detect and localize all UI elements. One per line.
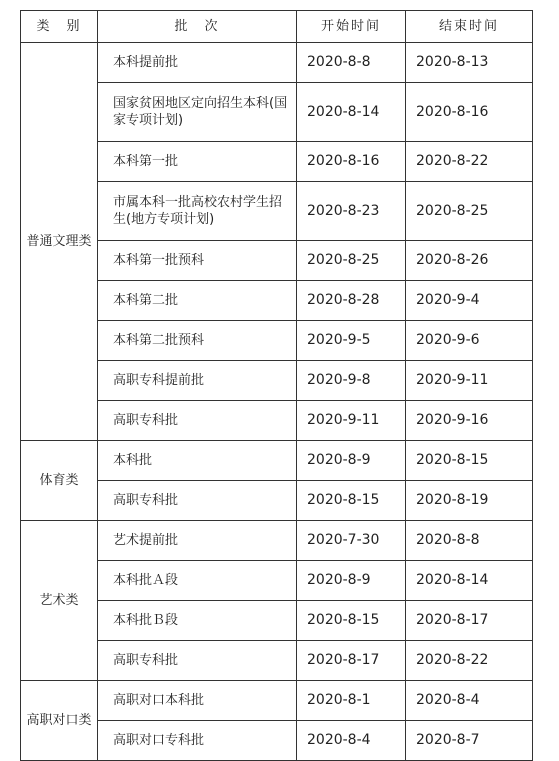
batch-cell: 本科提前批 [98, 43, 297, 83]
end-date-cell: 2020-8-13 [406, 43, 533, 83]
start-date-cell: 2020-8-28 [297, 281, 406, 321]
start-date-cell: 2020-8-4 [297, 721, 406, 761]
start-date-cell: 2020-8-16 [297, 142, 406, 182]
start-date-cell: 2020-8-17 [297, 641, 406, 681]
table-row [21, 681, 533, 721]
start-date-cell: 2020-9-11 [297, 401, 406, 441]
start-date-cell: 2020-7-30 [297, 521, 406, 561]
start-date-cell: 2020-8-9 [297, 561, 406, 601]
table-row [21, 401, 533, 441]
table-row [21, 83, 533, 142]
end-date-cell: 2020-8-7 [406, 721, 533, 761]
start-date-cell: 2020-8-8 [297, 43, 406, 83]
end-date-cell: 2020-8-26 [406, 241, 533, 281]
start-date-cell: 2020-9-5 [297, 321, 406, 361]
end-date-cell: 2020-8-15 [406, 441, 533, 481]
table-row [21, 721, 533, 761]
batch-cell: 高职专科批 [98, 641, 297, 681]
start-date-cell: 2020-8-15 [297, 481, 406, 521]
start-date-cell: 2020-8-1 [297, 681, 406, 721]
header-end-time: 结束时间 [406, 11, 533, 43]
end-date-cell: 2020-8-8 [406, 521, 533, 561]
category-cell: 艺术类 [21, 521, 98, 681]
batch-cell: 高职对口专科批 [98, 721, 297, 761]
batch-cell: 高职对口本科批 [98, 681, 297, 721]
batch-cell: 艺术提前批 [98, 521, 297, 561]
table-row [21, 281, 533, 321]
table-row [21, 241, 533, 281]
batch-cell: 本科第一批预科 [98, 241, 297, 281]
start-date-cell: 2020-8-23 [297, 182, 406, 241]
table-row [21, 641, 533, 681]
batch-cell: 本科批Ｂ段 [98, 601, 297, 641]
table-row [21, 43, 533, 83]
header-row [21, 11, 533, 43]
end-date-cell: 2020-8-22 [406, 641, 533, 681]
end-date-cell: 2020-9-4 [406, 281, 533, 321]
header-batch: 批 次 [98, 11, 297, 43]
admission-schedule-table [20, 10, 533, 761]
start-date-cell: 2020-8-14 [297, 83, 406, 142]
batch-cell: 高职专科批 [98, 481, 297, 521]
end-date-cell: 2020-8-19 [406, 481, 533, 521]
start-date-cell: 2020-8-25 [297, 241, 406, 281]
end-date-cell: 2020-8-16 [406, 83, 533, 142]
category-cell: 高职对口类 [21, 681, 98, 761]
table-row [21, 521, 533, 561]
start-date-cell: 2020-9-8 [297, 361, 406, 401]
end-date-cell: 2020-8-14 [406, 561, 533, 601]
category-cell: 体育类 [21, 441, 98, 521]
end-date-cell: 2020-9-11 [406, 361, 533, 401]
table-row [21, 601, 533, 641]
batch-cell: 高职专科提前批 [98, 361, 297, 401]
table-row [21, 361, 533, 401]
table-row [21, 441, 533, 481]
batch-cell: 本科第二批 [98, 281, 297, 321]
start-date-cell: 2020-8-9 [297, 441, 406, 481]
end-date-cell: 2020-9-6 [406, 321, 533, 361]
batch-cell: 高职专科批 [98, 401, 297, 441]
end-date-cell: 2020-8-4 [406, 681, 533, 721]
table-row [21, 182, 533, 241]
table-row [21, 142, 533, 182]
end-date-cell: 2020-8-25 [406, 182, 533, 241]
table-row [21, 321, 533, 361]
header-category: 类 别 [21, 11, 98, 43]
end-date-cell: 2020-8-22 [406, 142, 533, 182]
category-cell: 普通文理类 [21, 43, 98, 441]
header-start-time: 开始时间 [297, 11, 406, 43]
batch-cell: 本科批Ａ段 [98, 561, 297, 601]
batch-cell: 本科批 [98, 441, 297, 481]
batch-cell: 国家贫困地区定向招生本科(国家专项计划) [98, 83, 297, 142]
batch-cell: 市属本科一批高校农村学生招生(地方专项计划) [98, 182, 297, 241]
end-date-cell: 2020-8-17 [406, 601, 533, 641]
end-date-cell: 2020-9-16 [406, 401, 533, 441]
table-row [21, 561, 533, 601]
batch-cell: 本科第一批 [98, 142, 297, 182]
table-row [21, 481, 533, 521]
batch-cell: 本科第二批预科 [98, 321, 297, 361]
start-date-cell: 2020-8-15 [297, 601, 406, 641]
